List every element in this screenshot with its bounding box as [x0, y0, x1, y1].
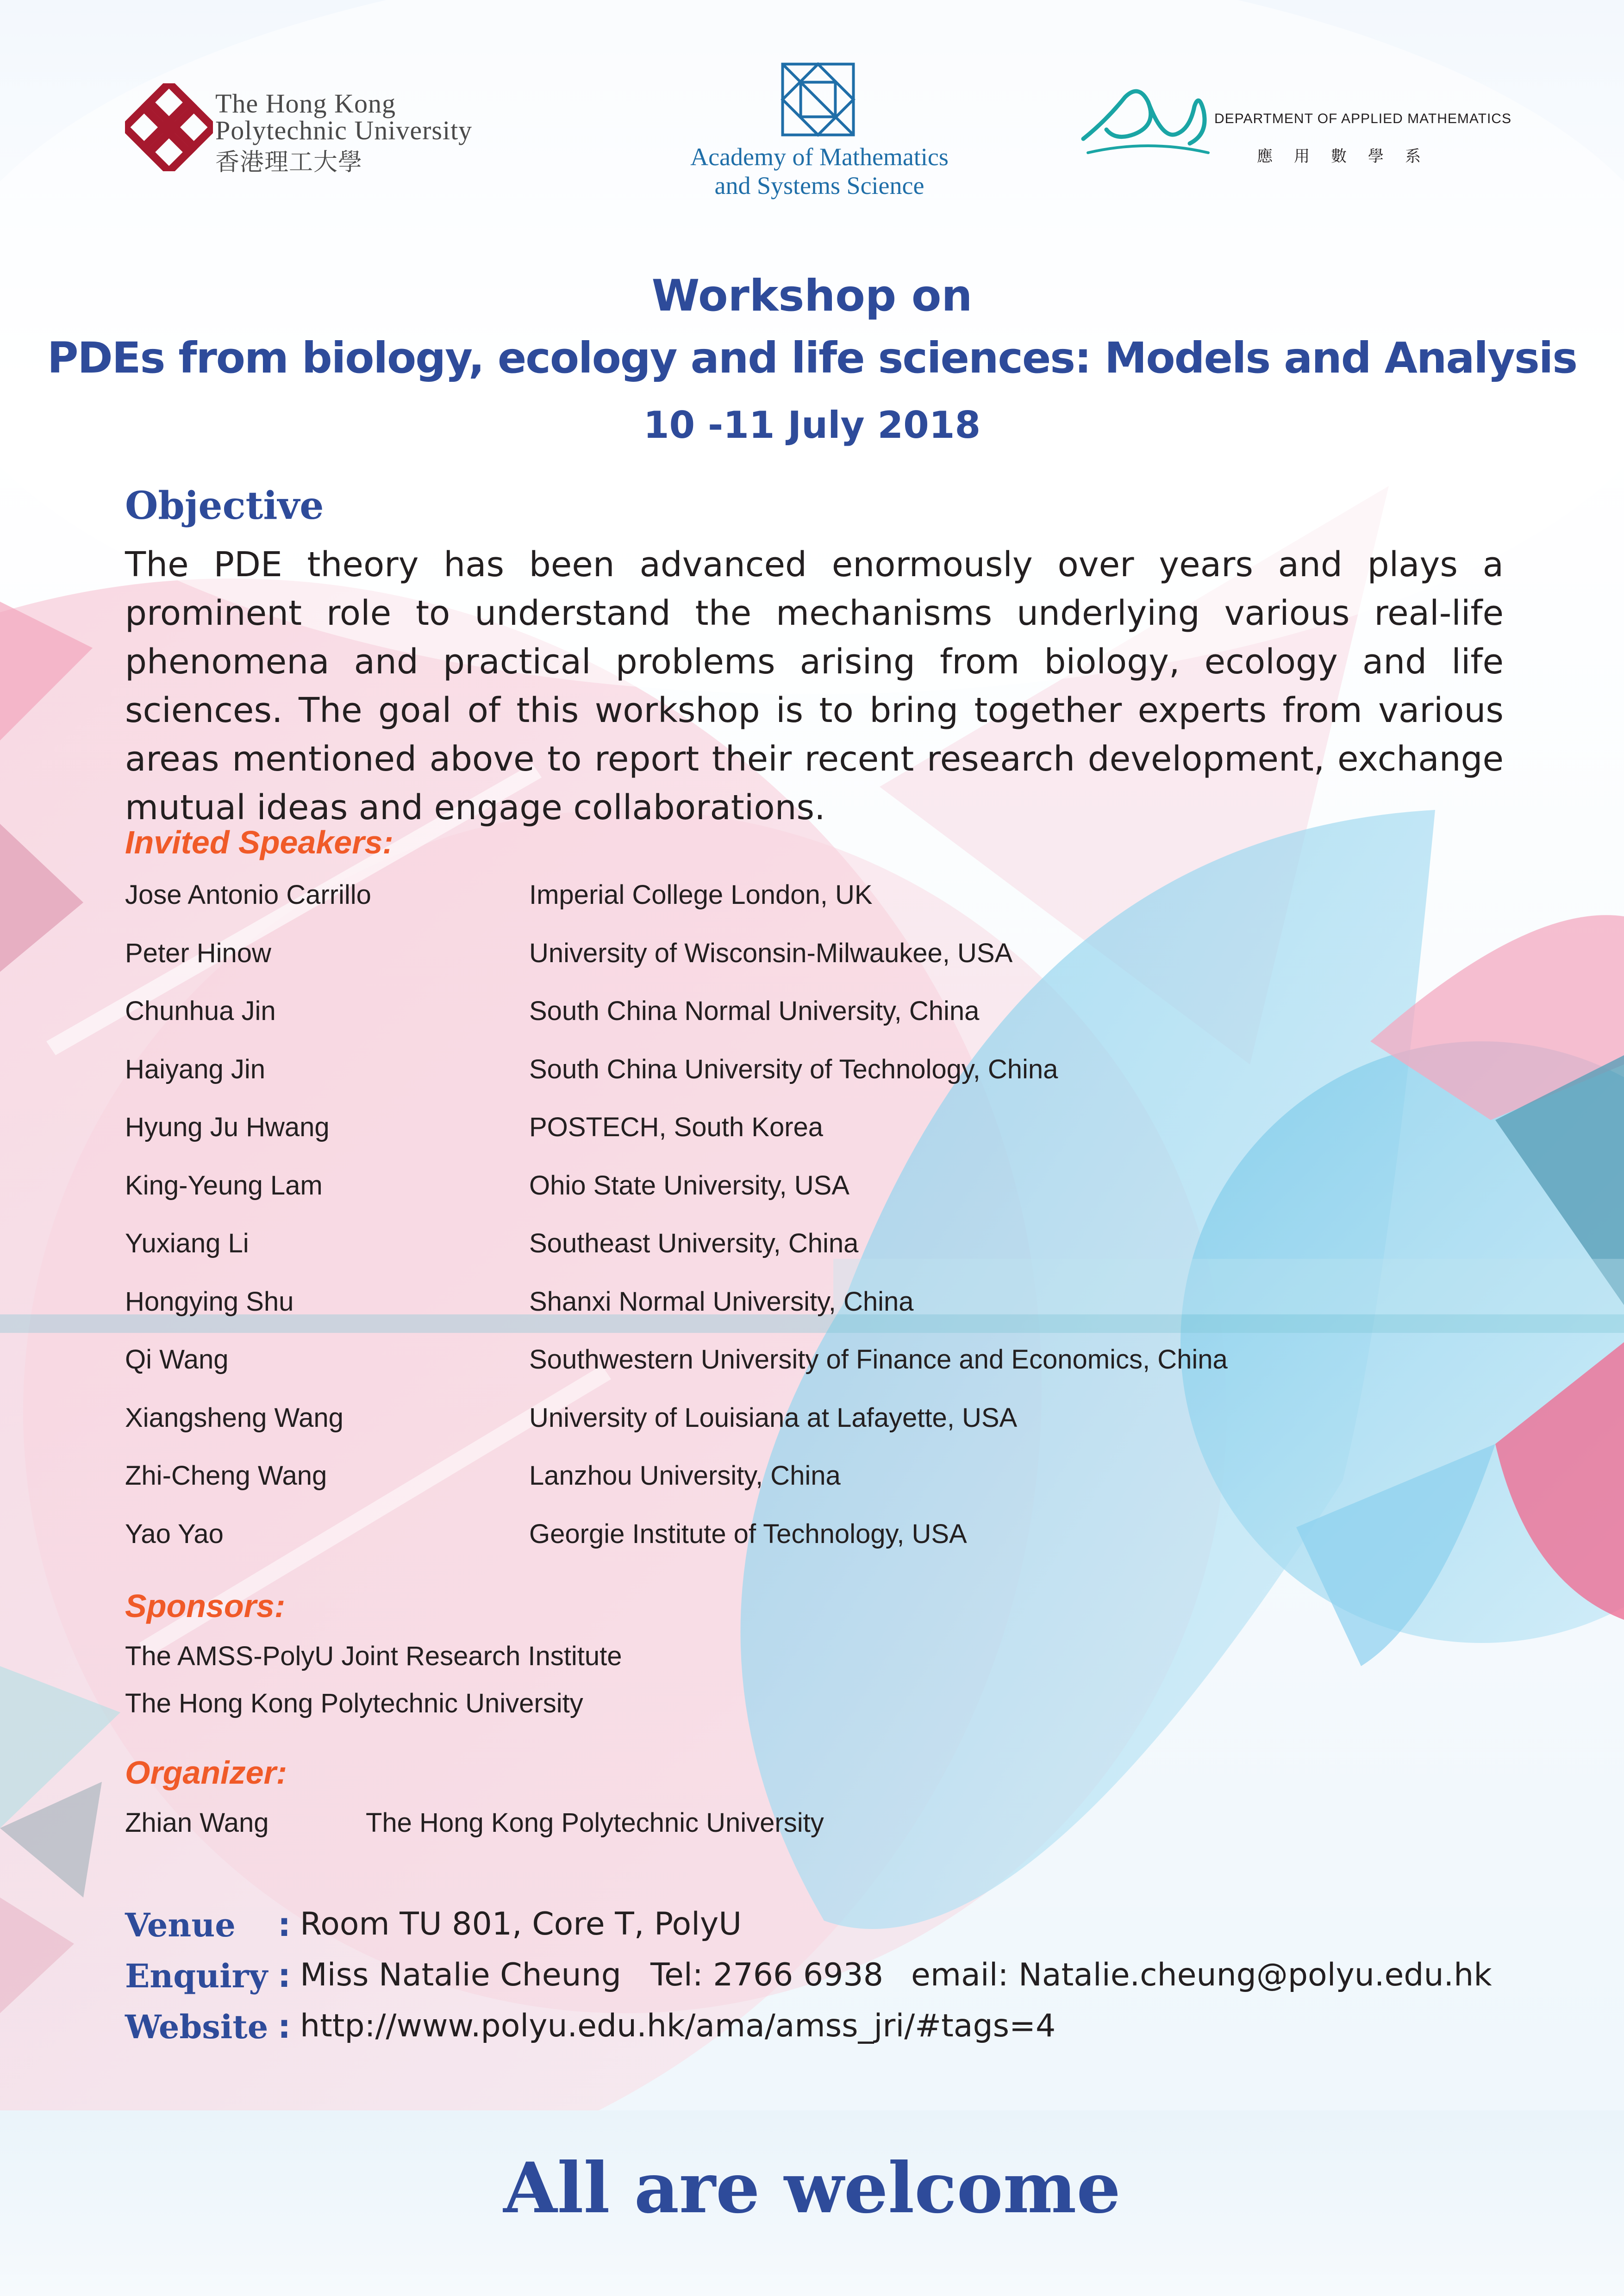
speaker-row — [125, 1228, 1468, 1286]
speaker-name: Qi Wang — [125, 1344, 229, 1375]
speakers-heading: Invited Speakers: — [125, 824, 394, 860]
speaker-name: Zhi-Cheng Wang — [125, 1461, 327, 1491]
polyu-name-line2: Polytechnic University — [215, 115, 473, 145]
website-link[interactable]: http://www.polyu.edu.hk/ama/amss_jri/#tags=4 — [300, 2008, 1056, 2044]
speaker-name: Chunhua Jin — [125, 996, 276, 1026]
venue-value: Room TU 801, Core T, PolyU — [300, 1906, 742, 1942]
speaker-row — [125, 1518, 1468, 1577]
polyu-name-line1: The Hong Kong — [215, 88, 396, 118]
enquiry-contact-name: Miss Natalie Cheung — [300, 1957, 621, 1993]
ama-department-chinese: 應用數學系 — [1257, 147, 1442, 166]
website-label: Website — [125, 2008, 269, 2046]
speaker-row — [125, 938, 1468, 996]
objective-heading: Objective — [125, 484, 324, 528]
speaker-institution: Southwestern University of Finance and Economics, China — [529, 1344, 1228, 1375]
speaker-institution: Shanxi Normal University, China — [529, 1286, 914, 1317]
organizer-name: Zhian Wang — [125, 1808, 269, 1838]
enquiry-email[interactable]: email: Natalie.cheung@polyu.edu.hk — [911, 1957, 1492, 1993]
sponsor-item: The Hong Kong Polytechnic University — [125, 1688, 583, 1718]
enquiry-colon: : — [278, 1957, 291, 1995]
organizer-institution: The Hong Kong Polytechnic University — [366, 1808, 824, 1838]
speaker-institution: Lanzhou University, China — [529, 1461, 841, 1491]
speaker-name: Xiangsheng Wang — [125, 1402, 344, 1433]
enquiry-label: Enquiry — [125, 1957, 268, 1995]
sponsors-heading: Sponsors: — [125, 1588, 286, 1624]
speaker-name: Yuxiang Li — [125, 1228, 249, 1258]
polyu-knot-icon — [125, 83, 213, 171]
speaker-name: King-Yeung Lam — [125, 1170, 323, 1201]
speaker-row — [125, 1170, 1468, 1228]
speaker-institution: Imperial College London, UK — [529, 880, 873, 910]
venue-colon: : — [278, 1906, 291, 1944]
speaker-row — [125, 879, 1468, 938]
speaker-name: Haiyang Jin — [125, 1054, 266, 1084]
ama-department-name: DEPARTMENT OF APPLIED MATHEMATICS — [1214, 111, 1512, 126]
speaker-institution: Southeast University, China — [529, 1228, 859, 1258]
speaker-row — [125, 1054, 1468, 1112]
polyu-name-chinese: 香港理工大學 — [215, 149, 363, 176]
ama-logo — [1079, 83, 1542, 180]
organizer-heading: Organizer: — [125, 1755, 287, 1791]
objective-paragraph: The PDE theory has been advanced enormously over years and plays a prominent role to understand the mechanisms underlying various real-life phenomena and practical problems arising from biology, ecology and life sciences. The goal of this workshop is to bring together experts from various areas mentioned above to report their recent research development, exchange mutual ideas and engage collaborations. — [125, 545, 1504, 828]
amss-name-line1: Academy of Mathematics — [690, 143, 949, 171]
title-line2: PDEs from biology, ecology and life sciences: Models and Analysis — [47, 333, 1577, 383]
speaker-institution: POSTECH, South Korea — [529, 1112, 824, 1142]
speaker-institution: University of Louisiana at Lafayette, USA — [529, 1402, 1018, 1433]
amss-square-logo-icon — [779, 60, 857, 139]
enquiry-telephone: Tel: 2766 6938 — [650, 1957, 883, 1993]
speaker-row — [125, 1286, 1468, 1344]
venue-label: Venue — [125, 1906, 236, 1944]
speaker-name: Hongying Shu — [125, 1286, 294, 1317]
speaker-row — [125, 1460, 1468, 1518]
speaker-name: Peter Hinow — [125, 938, 271, 968]
speaker-name: Hyung Ju Hwang — [125, 1112, 330, 1142]
amss-logo — [657, 60, 981, 204]
ama-wave-logo-icon — [1079, 83, 1218, 162]
website-colon: : — [278, 2008, 291, 2046]
speaker-row — [125, 996, 1468, 1054]
title-line1: Workshop on — [651, 271, 973, 321]
speaker-institution: Georgie Institute of Technology, USA — [529, 1518, 967, 1549]
speaker-institution: South China Normal University, China — [529, 996, 980, 1026]
welcome-message: All are welcome — [503, 2147, 1121, 2229]
speaker-row — [125, 1402, 1468, 1461]
speaker-institution: University of Wisconsin-Milwaukee, USA — [529, 938, 1013, 968]
polyu-logo — [125, 79, 569, 185]
speaker-name: Yao Yao — [125, 1518, 224, 1549]
speaker-row — [125, 1112, 1468, 1170]
amss-name-line2: and Systems Science — [714, 172, 924, 199]
speaker-institution: South China University of Technology, China — [529, 1054, 1058, 1084]
workshop-date: 10 -11 July 2018 — [643, 404, 981, 447]
speaker-institution: Ohio State University, USA — [529, 1170, 849, 1201]
speaker-name: Jose Antonio Carrillo — [125, 880, 371, 910]
sponsor-item: The AMSS-PolyU Joint Research Institute — [125, 1641, 622, 1671]
speakers-list — [125, 879, 1468, 1576]
speaker-row — [125, 1344, 1468, 1402]
